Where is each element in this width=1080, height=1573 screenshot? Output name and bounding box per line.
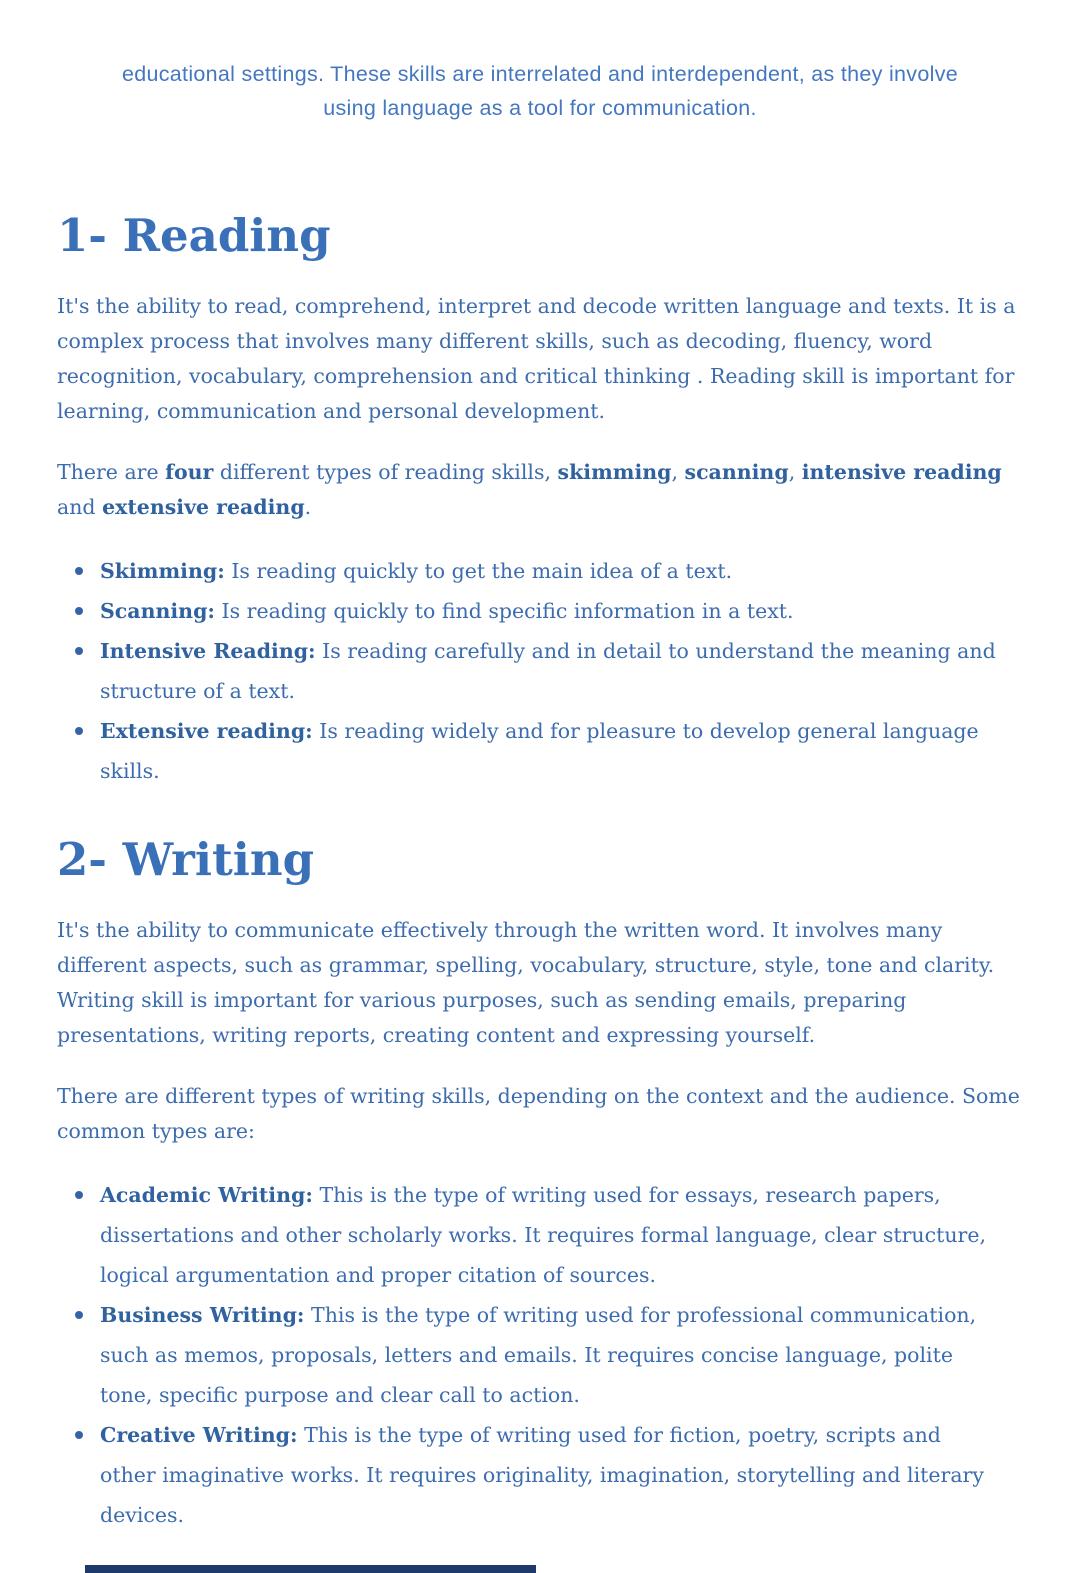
list-desc: This is the type of writing used for fiction, poetry, scripts and other imaginative works. It requires originality, imagination, storytelling and literary devices. [100,1423,984,1527]
text-run: , [788,460,802,484]
text-run: . [304,495,312,519]
writing-types-list [57,1175,997,1535]
writing-heading: 2- Writing [57,833,315,886]
bold-term-intensive-reading: intensive reading [801,460,1002,484]
writing-paragraph-2: There are different types of writing skills, depending on the context and the audience. Some common types are: [57,1084,1020,1143]
list-term: Extensive reading: [100,719,313,743]
next-element-cutoff-edge [85,1565,536,1573]
text-run: and [57,495,103,519]
list-item-intensive-reading [100,631,997,711]
list-desc: This is the type of writing used for essays, research papers, dissertations and other scholarly works. It requires formal language, clear structure, logical argumentation and proper citation of sources. [100,1183,986,1287]
text-run: , [671,460,685,484]
list-term: Academic Writing: [100,1183,313,1207]
writing-paragraph-1: It's the ability to communicate effectively through the written word. It involves many different aspects, such as grammar, spelling, vocabulary, structure, style, tone and clarity. Writing skill is important for various purposes, such as sending emails, preparing presentations, writing reports, creating content and expressing yourself. [57,918,995,1047]
list-item-academic-writing [100,1175,997,1295]
list-term: Skimming: [100,559,225,583]
list-item-business-writing [100,1295,997,1415]
reading-types-list [57,551,997,791]
section-reading [57,209,1023,791]
text-run: There are [57,460,166,484]
section-writing [57,833,1023,1535]
list-item-extensive-reading [100,711,997,791]
list-desc: Is reading quickly to find specific information in a text. [221,599,794,623]
list-term: Intensive Reading: [100,639,316,663]
list-term: Business Writing: [100,1303,305,1327]
list-desc: This is the type of writing used for professional communication, such as memos, proposals, letters and emails. It requires concise language, polite tone, specific purpose and clear call to action. [100,1303,977,1407]
reading-paragraph-2 [57,455,1023,525]
reading-paragraph-1: It's the ability to read, comprehend, interpret and decode written language and texts. It is a complex process that involves many different skills, such as decoding, fluency, word recognition, vocabulary, comprehension and critical thinking . Reading skill is important for learning, communication and personal development. [57,294,1016,423]
reading-heading: 1- Reading [57,209,331,262]
list-term: Creative Writing: [100,1423,298,1447]
list-desc: Is reading widely and for pleasure to develop general language skills. [100,719,979,783]
list-desc: Is reading quickly to get the main idea of a text. [231,559,733,583]
list-item-creative-writing [100,1415,997,1535]
bold-term-skimming: skimming [557,460,672,484]
text-run: different types of reading skills, [213,460,558,484]
intro-paragraph: educational settings. These skills are interrelated and interdependent, as they involve using language as a tool for communication. [121,62,959,120]
bold-term-scanning: scanning [684,460,789,484]
list-term: Scanning: [100,599,215,623]
list-item-skimming [100,551,997,591]
list-item-scanning [100,591,997,631]
bold-term-extensive-reading: extensive reading [102,495,305,519]
bold-term-four: four [165,460,214,484]
list-desc: Is reading carefully and in detail to understand the meaning and structure of a text. [100,639,996,703]
